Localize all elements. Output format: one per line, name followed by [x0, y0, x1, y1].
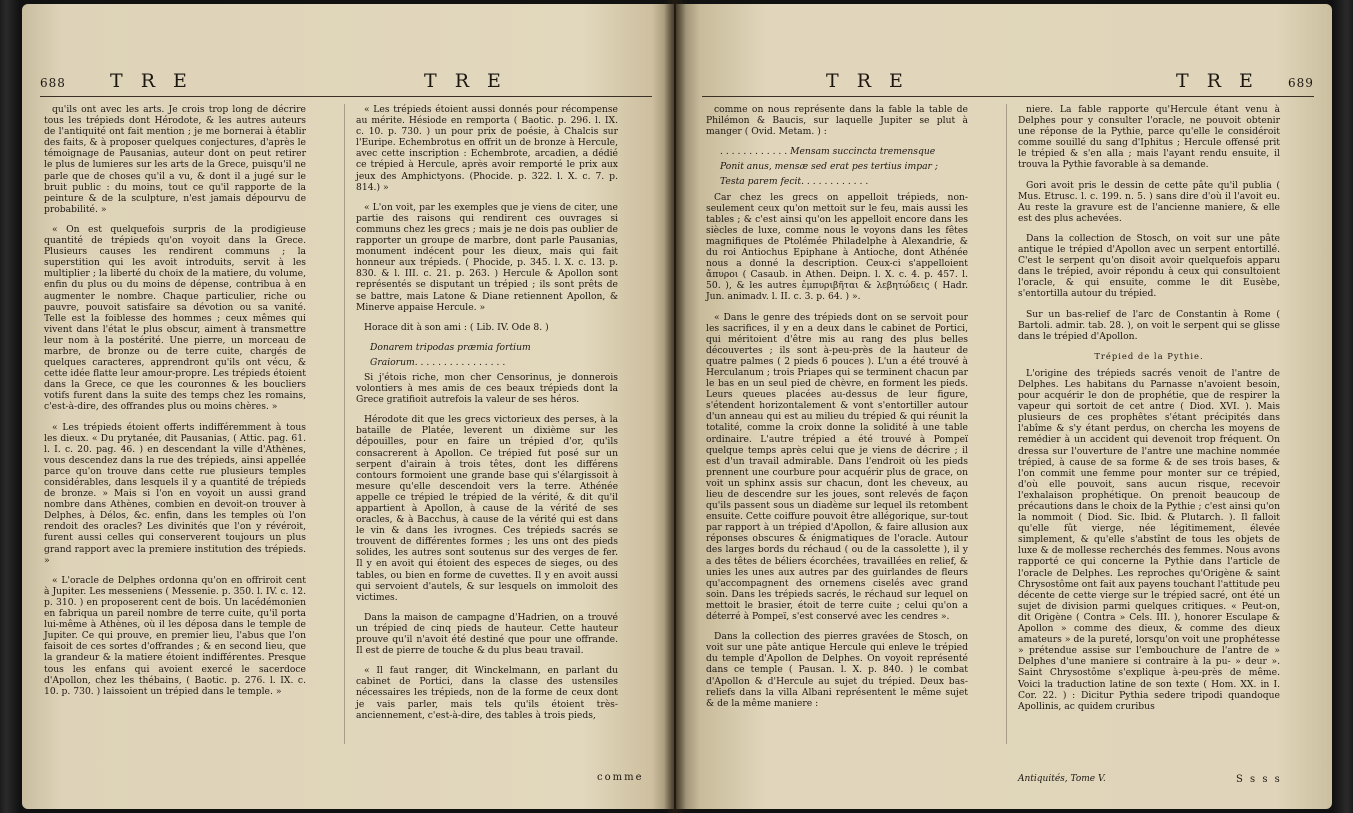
- left-page: [22, 4, 674, 809]
- right-head-word: T R E: [826, 70, 909, 92]
- verse-line: Testa parem fecit. . . . . . . . . . . .: [720, 176, 869, 188]
- paragraph: Dans la collection de Stosch, on voit sur une pâte antique le trépied d'Apollon avec un serpent entortillé. C'est le serpent qu'on disoit avoir quelquefois apparu dans le trépied, avoir répondu à ceux qui consultoient l'oracle, & qui ensuite, comme le dit Eusèbe, s'entortilla autour du trépied.: [1018, 232, 1280, 300]
- verse-line: . . . . . . . . . . . . Mensam succincta tremensque: [720, 146, 936, 158]
- left-head-rule: [40, 96, 652, 97]
- paragraph: Dans la maison de campagne d'Hadrien, on a trouvé un trépied de cinq pieds de hauteur. Cette hauteur prouve qu'il n'avoit été destiné que pour une offrande. Il est de pierre de touche & du plus beau travail.: [356, 611, 618, 657]
- right-page-number: 689: [1288, 76, 1314, 90]
- paragraph: « L'on voit, par les exemples que je viens de citer, une partie des raisons qui rendirent ces ouvrages si communs chez les grecs ; mais je ne dois pas oublier de rapporter un groupe de marbre, dont parle Pausanias, monument indécent pour les dieux, mais qui fait honneur aux trépieds. ( Phocide, p. 345. l. X. c. 13. p. 830. & l. III. c. 21. p. 263. ) Hercule & Apollon sont représentés se disputant un trépied ; ils sont prêts de se battre, mais Latone & Diane retiennent Apollon, & Minerve appaise Hercule. »: [356, 201, 618, 313]
- volume-footer: Antiquités, Tome V.: [1018, 774, 1106, 784]
- paragraph: « Dans le genre des trépieds dont on se servoit pour les sacrifices, il y en a deux dans le cabinet de Portici, qui méritoient d'être mis au rang des plus belles découvertes ; ils sont à-peu-près de la hauteur de quatre palmes ( 2 pieds 6 pouces ). L'un a été trouvé à Herculanum ; trois Priapes qui se terminent chacun par le bas en un seul pied de chèvre, en forment les pieds. Leurs queues placées au-dessus de leur figure, s'étendent horizontalement & vont s'entortiller autour d'un anneau qui est au milieu du trépied & qui réunit la totalité, comme la croix donne la solidité à une table ordinaire. L'autre trépied a été trouvé à Pompeï quelque temps après celui que je viens de décrire ; il est d'un travail admirable. Dans l'endroit où les pieds prennent une courbure pour acquérir plus de grace, on voit un sphinx assis sur chacun, dont les cheveux, au lieu de descendre sur les joues, sont relevés de façon qu'ils passent sous un diadème sur lequel ils retombent ensuite. Cette coiffure pouvoit être allégorique, sur-tout par rapport à un trépied d'Apollon, & faire allusion aux réponses obscures & énigmatiques de l'oracle. Autour des larges bords du réchaud ( ou de la cassolette ), il y a des têtes de béliers écorchées, travaillées en relief, & unies les unes aux autres par des guirlandes de fleurs qu'accompagnent des ornemens ciselés avec grand soin. Dans les trépieds sacrés, le réchaud sur lequel on mettoit le brasier, étoit de terre cuite ; celui qu'on a déterré à Pompeï, s'est conservé avec les cendres ».: [706, 311, 968, 623]
- left-column-1: [44, 104, 306, 706]
- paragraph: comme on nous représente dans la fable la table de Philémon & Baucis, sur laquelle Jupiter se plut à manger ( Ovid. Metam. ) :: [706, 104, 968, 138]
- right-page: [676, 4, 1332, 809]
- quote-intro: Horace dit à son ami : ( Lib. IV. Ode 8. ): [364, 321, 549, 333]
- verse-line: Graiorum. . . . . . . . . . . . . . . .: [370, 356, 506, 368]
- right-column-divider: [1006, 104, 1007, 744]
- right-column-1: [706, 104, 968, 718]
- paragraph: « Les trépieds étoient offerts indifféremment à tous les dieux. « Du prytanée, dit Pausanias, ( Attic. pag. 61. l. I. c. 20. pag. 46. ) en descendant la ville d'Athènes, vous descendez dans la rue des trépieds, ainsi appellée parce qu'on trouve dans cette rue plusieurs temples considérables, dans lesquels il y a quantité de trépieds de bronze. » Mais si l'on en voyoit un aussi grand nombre dans Athènes, combien en devoit-on trouver à Delphes, à Délos, &c. enfin, dans les temples où l'on rendoit des oracles? Les divinités que l'on y révéroit, furent aussi celles qui conserverent toujours un plus grand rapport avec la premiere institution des trépieds. »: [44, 421, 306, 566]
- catchword: comme: [597, 772, 644, 783]
- paragraph: niere. La fable rapporte qu'Hercule étant venu à Delphes pour y consulter l'oracle, ne pouvoit obtenir une réponse de la Pythie, parce qu'elle le considéroit comme souillé du sang d'Iphitus ; Hercule offensé prit le trépied & s'en alla ; mais l'ayant rendu ensuite, il trouva la Pythie favorable à sa demande.: [1018, 104, 1280, 171]
- paragraph: Hérodote dit que les grecs victorieux des perses, à la bataille de Platée, leverent un dixième sur les dépouilles, pour en faire un trépied d'or, qu'ils consacrerent à Apollon. Ce trépied fut posé sur un serpent d'airain à trois têtes, dont les différens contours formoient une grande base qui s'élargissoit à mesure qu'elle descendoit vers la terre. Athénée appelle ce trépied le trépied de la vérité, & dit qu'il appartient à Apollon, à cause de la vérité de ses oracles, & à Bacchus, à cause de la vérité qui est dans le vin & dans les ivrognes. Ces trépieds sacrés se trouvent de différentes formes ; les uns ont des pieds solides, les autres sont soutenus sur des verges de fer. Il y en avoit qui étoient des especes de sieges, ou des tables, ou bien en forme de cuvettes. Il y en avoit aussi qui servoient d'autels, & sur lesquels on immoloit des victimes.: [356, 414, 618, 603]
- book-gutter: [664, 0, 686, 813]
- left-running-head: [22, 70, 674, 94]
- right-running-head: [676, 70, 1332, 94]
- paragraph: « Les trépieds étoient aussi donnés pour récompense au mérite. Hésiode en remporta ( Baotic. p. 296. l. IX. c. 10. p. 730. ) un pour prix de poésie, à Chalcis sur l'Euripe. Echembrotus en offrit un de bronze à Hercule, avec cette inscription : Echembrote, arcadien, a dédié ce trépied à Hercule, après avoir remporté le prix aux jeux des Amphictyons. (Phocide. p. 322. l. X. c. 7. p. 814.) »: [356, 104, 618, 193]
- paragraph: Car chez les grecs on appelloit trépieds, non-seulement ceux qu'on mettoit sur le feu, mais aussi les tables ; & c'est ainsi qu'on les appelloit encore dans les siècles de luxe, comme nous le voyons dans les fêtes magnifiques de Ptolémée Philadelphe à Alexandrie, & du roi Antiochus Epiphane à Antioche, dont Athénée nous a donné la description. Ceux-ci s'appelloient ἄπυροι ( Casaub. in Athen. Deipn. l. X. c. 4. p. 457. l. 50. ), & les autres ἐμπυριβῆται & λεβητώδεις ( Hadr. Jun. animadv. l. II. c. 3. p. 64. ) ».: [706, 191, 968, 303]
- paragraph: qu'ils ont avec les arts. Je crois trop long de décrire tous les trépieds dont Hérodote, & les autres auteurs de l'antiquité ont fait mention ; je me bornerai à établir des faits, & à proposer quelques conjectures, d'après le témoignage de Pausanias, auteur dont on peut retirer le plus de lumieres sur les arts de la Grece, puisqu'il ne parle que de choses qu'il a vu, & dont il a jugé sur le bruit public : du moins, tout ce qu'il rapporte de la peinture & de la sculpture, n'est jamais dépourvu de probabilité. »: [44, 104, 306, 215]
- paragraph: Gori avoit pris le dessin de cette pâte qu'il publia ( Mus. Etrusc. l. c. 199. n. 5. ) sans dire d'où il l'avoit eu. Au reste la gravure est de l'ancienne maniere, & elle est des plus achevées.: [1018, 179, 1280, 224]
- right-head-word-col2: T R E: [1176, 70, 1259, 92]
- paragraph: Si j'étois riche, mon cher Censorinus, je donnerois volontiers à mes amis de ces beaux trépieds dont la Grece gratifioit autrefois la valeur de ses héros.: [356, 371, 618, 406]
- paragraph: « L'oracle de Delphes ordonna qu'on en offriroit cent à Jupiter. Les messeniens ( Messenie. p. 350. l. IV. c. 12. p. 310. ) en proposerent cent de bois. Un lacédémonien en fabriqua un pareil nombre de terre cuite, qu'il porta lui-même à Athènes, où il les déposa dans le temple de Jupiter. Ce qui prouve, en premier lieu, l'abus que l'on faisoit de ces sortes d'offrandes ; & en second lieu, que la grandeur & la matiere étoient indifférentes. Presque tous les enfans qui avoient exercé le sacerdoce d'Apollon, chez les thébains, ( Baotic. p. 276. l. IX. c. 10. p. 730. ) laissoient un trépied dans le temple. »: [44, 574, 306, 697]
- left-head-word-col2: T R E: [424, 70, 507, 92]
- paragraph: L'origine des trépieds sacrés venoit de l'antre de Delphes. Les habitans du Parnasse n'avoient besoin, pour acquérir le don de prophétie, que de respirer la vapeur qui sortoit de cet antre ( Diod. XVI. ). Mais plusieurs de ces prophêtes s'étant précipités dans l'abîme & s'y étant perdus, on chercha les moyens de remédier à un accident qui devenoit trop fréquent. On dressa sur l'ouverture de l'antre une machine nommée trépied, à cause de sa forme & de ses trois bases, & l'on commit une femme pour monter sur ce trépied, d'où elle pouvoit, sans aucun risque, recevoir l'exhalaison prophétique. On prenoit beaucoup de précautions dans le choix de la Pythie ; c'est ainsi qu'on la nommoit ( Diod. Sic. Ibid. & Plutarch. ). Il falloit qu'elle fût vierge, née légitimement, élevée simplement, & qu'elle s'abstînt de tous les objets de luxe & de mollesse recherchés des femmes. Nous avons rapporté ce qui concerne la Pythie dans l'article de l'oracle de Delphes. Les reproches qu'Origène & saint Chrysostôme ont fait aux payens touchant l'attitude peu décente de cette vierge sur le trépied sacré, ont été un sujet de division parmi quelques critiques. « Peut-on, dit Origène ( Contra » Cels. III. ), honorer Esculape & Apollon » comme des dieux, & comme des dieux amateurs » de la pureté, lorsqu'on voit une prophétesse » prétendue assise sur l'embouchure de l'antre de » Delphes d'une maniere si contraire à la pu- » deur ». Saint Chrysostôme s'explique à-peu-près de même. Voici la traduction latine de son texte ( Hom. XX. in I. Cor. 22. ) : Dicitur Pythia sedere tripodi quandoque Apollinis, ac quidem cruribus: [1018, 367, 1280, 712]
- paragraph: « On est quelquefois surpris de la prodigieuse quantité de trépieds qu'on voyoit dans la Grece. Plusieurs causes les rendirent communs ; la superstition qui les avoit introduits, servit à les multiplier ; la liberté du choix de la matiere, du volume, enfin du plus ou du moins de dépense, contribua à en augmenter le nombre. Chaque particulier, riche ou pauvre, pouvoit satisfaire sa dévotion ou sa vanité. Telle est la foiblesse des hommes ; ceux mêmes qui vivent dans l'état le plus obscur, aiment à transmettre leur nom à la postérité. Une pierre, un morceau de marbre, de bronze ou de terre cuite, chargés de quelques caracteres, apprendront qu'ils ont vécu, & cette idée flatte leur amour-propre. Les trépieds étoient dans la Grece, ce que les couronnes & les boucliers votifs furent dans la suite des temps chez les romains, c'est-à-dire, des offrandes plus ou moins chères. »: [44, 223, 306, 413]
- paragraph: « Il faut ranger, dit Winckelmann, en parlant du cabinet de Portici, dans la classe des ustensiles nécessaires les trépieds, non de la forme de ceux dont je vais parler, mais tels qu'ils étoient très-anciennement, c'est-à-dire, des tables à trois pieds,: [356, 665, 618, 721]
- verse-line: Donarem tripodas præmia fortium: [370, 341, 531, 353]
- left-head-word: T R E: [110, 70, 193, 92]
- verse-line: Ponit anus, mensæ sed erat pes tertius impar ;: [720, 161, 938, 173]
- right-column-2: [1018, 104, 1280, 721]
- right-head-rule: [702, 96, 1314, 97]
- left-column-2: [356, 104, 618, 730]
- left-page-number: 688: [40, 76, 66, 90]
- paragraph: Dans la collection des pierres gravées de Stosch, on voit sur une pâte antique Hercule qui enleve le trépied du temple d'Apollon de Delphes. On voyoit représenté dans ce temple ( Pausan. l. X. p. 840. ) le combat d'Apollon & d'Hercule au sujet du trépied. Deux bas-reliefs dans la villa Albani représentent le même sujet & de la même maniere :: [706, 631, 968, 709]
- paragraph: Sur un bas-relief de l'arc de Constantin à Rome ( Bartoli. admir. tab. 28. ), on voit le serpent qui se glisse dans le trépied d'Apollon.: [1018, 308, 1280, 342]
- signature-mark: S s s s: [1236, 774, 1282, 785]
- section-heading: Trépied de la Pythie.: [1094, 350, 1204, 361]
- left-column-divider: [344, 104, 345, 744]
